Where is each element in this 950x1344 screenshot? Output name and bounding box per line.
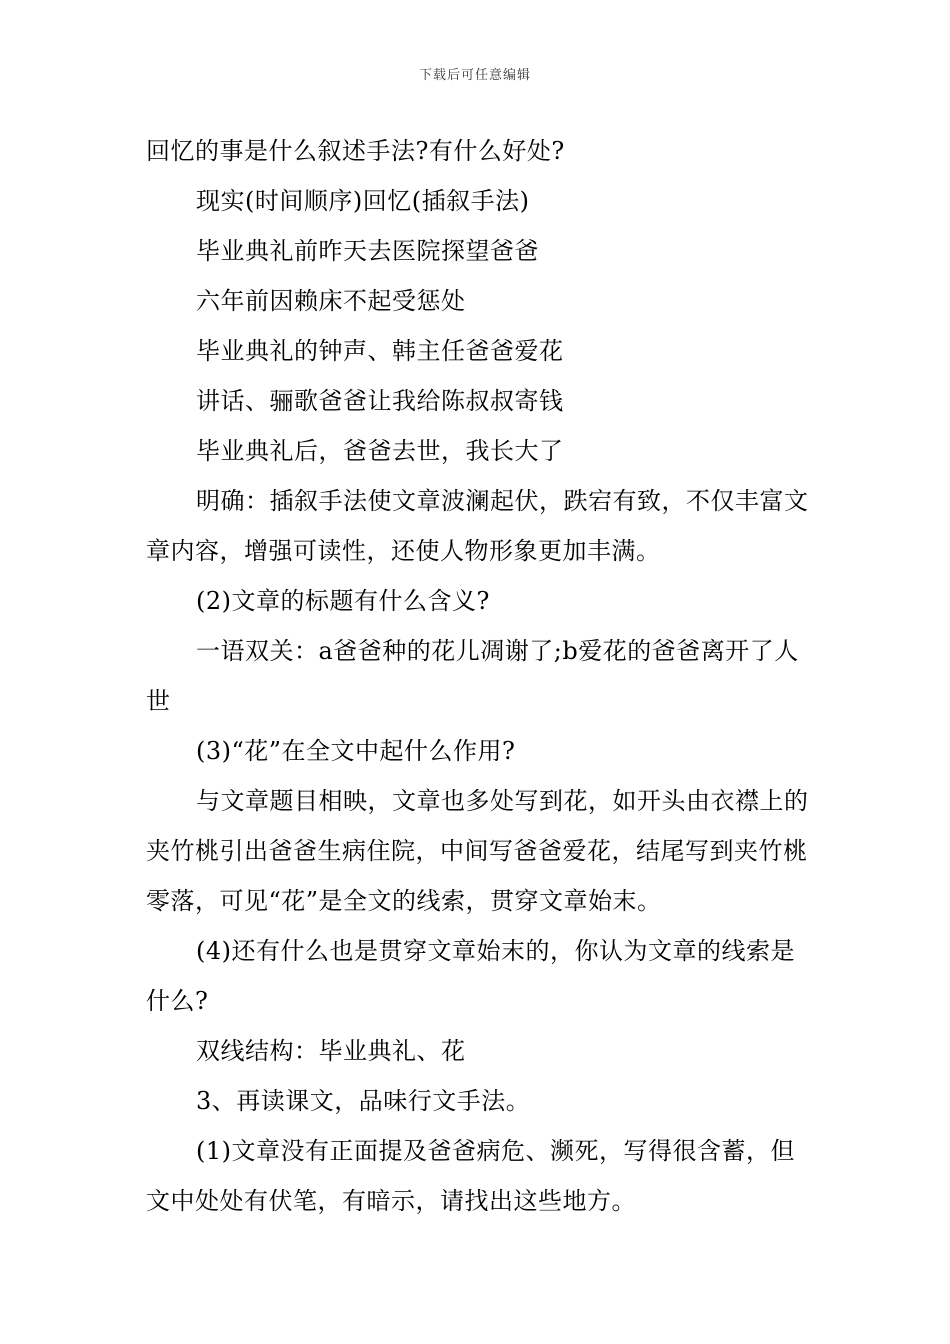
paragraph: 现实(时间顺序)回忆(插叙手法) <box>196 187 530 215</box>
paragraph: 毕业典礼前昨天去医院探望爸爸 <box>196 237 539 265</box>
paragraph: 毕业典礼的钟声、韩主任爸爸爱花 <box>196 337 564 365</box>
paragraph: 回忆的事是什么叙述手法?有什么好处? <box>146 137 565 165</box>
body-text <box>146 126 810 1226</box>
paragraph: (4)还有什么也是贯穿文章始末的，你认为文章的线索是什么? <box>146 937 795 1015</box>
page-header: 下载后可任意编辑 <box>418 68 531 83</box>
paragraph: 双线结构：毕业典礼、花 <box>196 1037 466 1065</box>
paragraph: 明确：插叙手法使文章波澜起伏，跌宕有致，不仅丰富文章内容，增强可读性，还使人物形象更加丰满。 <box>146 487 809 565</box>
paragraph: 六年前因赖床不起受惩处 <box>196 287 466 315</box>
paragraph: 一语双关：a爸爸种的花儿凋谢了;b爱花的爸爸离开了人世 <box>146 637 799 715</box>
paragraph: 与文章题目相映，文章也多处写到花，如开头由衣襟上的夹竹桃引出爸爸生病住院，中间写爸爸爱花，结尾写到夹竹桃零落，可见“花”是全文的线索，贯穿文章始末。 <box>146 787 809 915</box>
paragraph: 讲话、骊歌爸爸让我给陈叔叔寄钱 <box>196 387 564 415</box>
paragraph: (1)文章没有正面提及爸爸病危、濒死，写得很含蓄，但文中处处有伏笔，有暗示，请找出这些地方。 <box>146 1137 795 1215</box>
paragraph: (2)文章的标题有什么含义? <box>196 587 490 615</box>
paragraph: (3)“花”在全文中起什么作用? <box>196 737 516 765</box>
paragraph: 毕业典礼后，爸爸去世，我长大了 <box>196 437 564 465</box>
paragraph: 3、再读课文，品味行文手法。 <box>196 1087 531 1115</box>
